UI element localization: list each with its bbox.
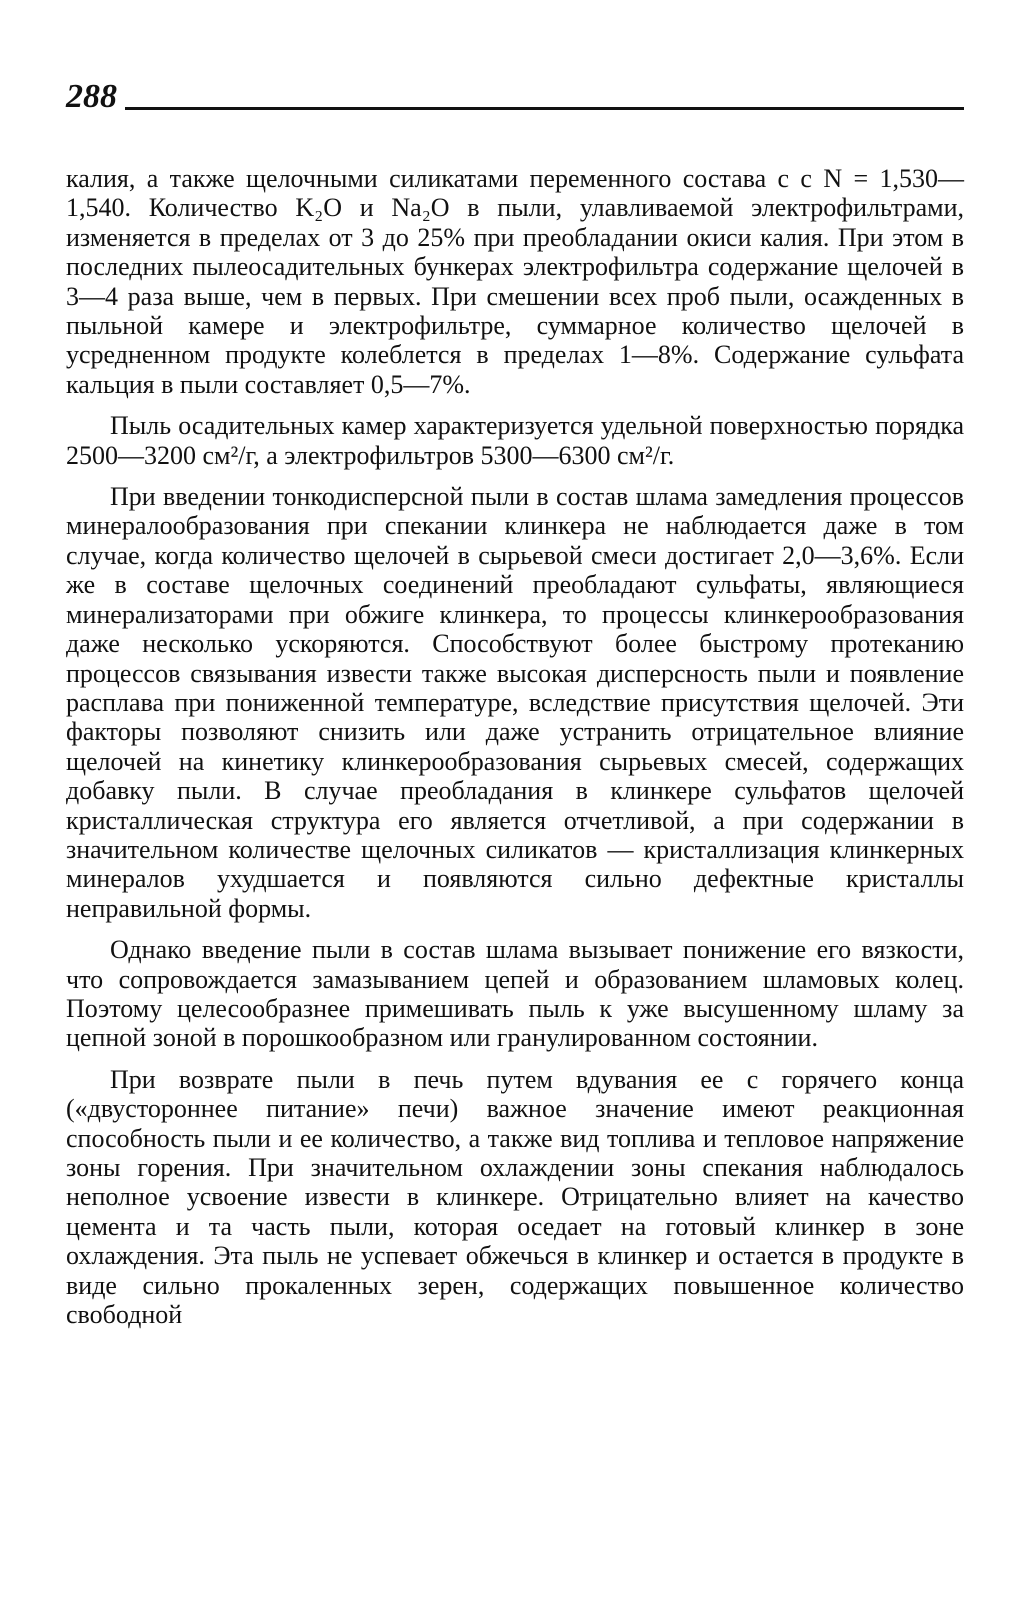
paragraph-3: При введении тонкодисперсной пыли в состав шлама замедления процессов минералообразования при спекании клинкера не наблюдается даже в том случае, когда количество щелочей в сырьевой смеси достигает 2,0—3,6%. Если же в составе щелочных соединений преобладают сульфаты, являющиеся минерализаторами при обжиге клинкера, то процессы клинкерообразования даже несколько ускоряются. Способствуют более быстрому протеканию процессов связывания извести также высокая дисперсность пыли и появление расплава при пониженной температуре, вследствие присутствия щелочей. Эти факторы позволяют снизить или даже устранить отрицательное влияние щелочей на кинетику клинкерообразования сырьевых смесей, содержащих добавку пыли. В случае преобладания в клинкере сульфатов щелочей кристаллическая структура его является отчетливой, а при содержании в значительном количестве щелочных силикатов — кристаллизация клинкерных минералов ухудшается и появляются сильно дефектные кристаллы неправильной формы. [66,482,964,923]
paragraph-1: калия, а также щелочными силикатами переменного состава с с N = 1,530—1,540. Количество K₂O и Na₂O в пыли, улавливаемой электрофильтрами, изменяется в пределах от 3 до 25% при преобладании окиси калия. При этом в последних пылеосадительных бункерах электрофильтра содержание щелочей в 3—4 раза выше, чем в первых. При смешении всех проб пыли, осажденных в пыльной камере и электрофильтре, суммарное количество щелочей в усредненном продукте колеблется в пределах 1—8%. Содержание сульфата кальция в пыли составляет 0,5—7%. [66,164,964,399]
page-number: 288 [66,78,117,115]
body-text [66,164,964,1329]
paragraph-4: Однако введение пыли в состав шлама вызывает понижение его вязкости, что сопровождается замазыванием цепей и образованием шламовых колец. Поэтому целесообразнее примешивать пыль к уже высушенному шламу за цепной зоной в порошкообразном или гранулированном состоянии. [66,935,964,1053]
page-header [66,64,964,114]
paragraph-5: При возврате пыли в печь путем вдувания ее с горячего конца («двустороннее питание» печи) важное значение имеют реакционная способность пыли и ее количество, а также вид топлива и тепловое напряжение зоны горения. При значительном охлаждении зоны спекания наблюдалось неполное усвоение извести в клинкере. Отрицательно влияет на качество цемента и та часть пыли, которая оседает на готовый клинкер в зоне охлаждения. Эта пыль не успевает обжечься в клинкер и остается в продукте в виде сильно прокаленных зерен, содержащих повышенное количество свободной [66,1064,964,1330]
header-rule [125,107,964,110]
paragraph-2: Пыль осадительных камер характеризуется удельной поверхностью порядка 2500—3200 см²/г, а электрофильтров 5300—6300 см²/г. [66,411,964,470]
